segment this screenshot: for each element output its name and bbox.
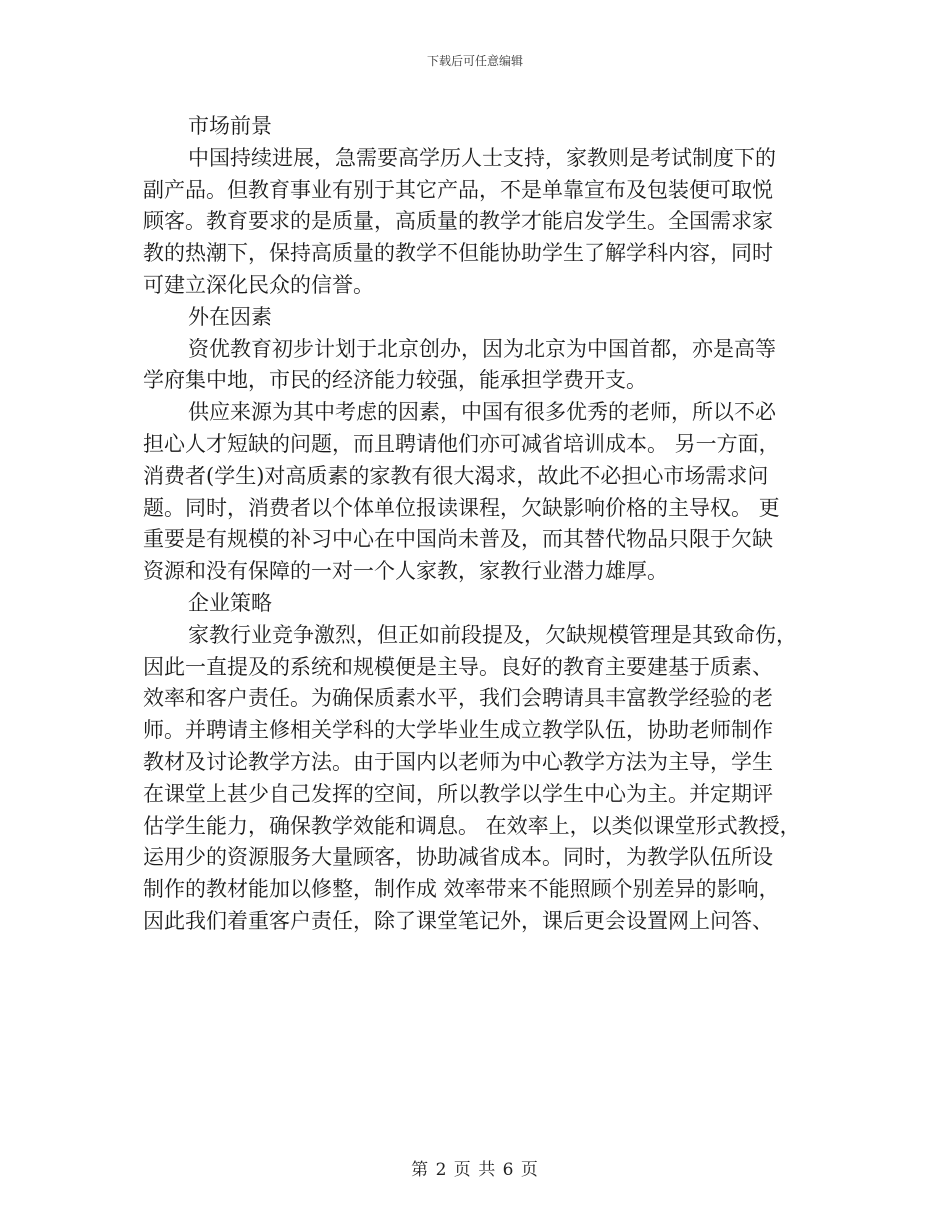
- paragraph-line: 资优教育初步计划于北京创办，因为北京为中国首都，亦是高等: [188, 336, 776, 361]
- paragraph-line: 题。同时，消费者以个体单位报读课程，欠缺影响价格的主导权。 更: [143, 495, 780, 520]
- paragraph-line: 中国持续进展，急需要高学历人士支持，家教则是考试制度下的: [188, 145, 776, 170]
- paragraph-line: 制作的教材能加以修整，制作成 效率带来不能照顾个别差异的影响，: [143, 877, 780, 902]
- paragraph-line: 估学生能力，确保教学效能和调息。 在效率上，以类似课堂形式教授，: [143, 813, 801, 838]
- paragraph-line: 师。并聘请主修相关学科的大学毕业生成立教学队伍，协助老师制作: [143, 718, 773, 743]
- paragraph-line: 教材及讨论教学方法。由于国内以老师为中心教学方法为主导，学生: [143, 749, 773, 774]
- paragraph-line: 运用少的资源服务大量顾客，协助减省成本。同时，为教学队伍所设: [143, 845, 773, 870]
- paragraph-line: 消费者(学生)对高质素的家教有很大渴求，故此不必担心市场需求问: [143, 463, 769, 488]
- page-header: 下载后可任意编辑: [426, 54, 523, 68]
- paragraph-line: 供应来源为其中考虑的因素，中国有很多优秀的老师，所以不必: [188, 400, 776, 425]
- paragraph-line: 资源和没有保障的一对一个人家教，家教行业潜力雄厚。: [143, 559, 668, 584]
- paragraph-line: 教的热潮下，保持高质量的教学不但能协助学生了解学科内容，同时: [143, 241, 773, 266]
- section-heading-external-factors: 外在因素: [188, 304, 272, 329]
- paragraph-line: 重要是有规模的补习中心在中国尚未普及，而其替代物品只限于欠缺: [143, 527, 773, 552]
- paragraph-line: 副产品。但教育事业有别于其它产品，不是单靠宣布及包装便可取悦: [143, 177, 773, 202]
- paragraph-line: 担心人才短缺的问题，而且聘请他们亦可减省培训成本。 另一方面，: [143, 431, 780, 456]
- document-body: [143, 111, 811, 938]
- paragraph-line: 效率和客户责任。为确保质素水平，我们会聘请具丰富教学经验的老: [143, 686, 773, 711]
- paragraph-line: 因此我们着重客户责任，除了课堂笔记外，课后更会设置网上问答、: [143, 908, 773, 933]
- paragraph-line: 因此一直提及的系统和规模便是主导。良好的教育主要建基于质素、: [143, 654, 773, 679]
- page-number-footer: 第 2 页 共 6 页: [411, 1160, 539, 1180]
- section-heading-market-outlook: 市场前景: [188, 114, 272, 138]
- paragraph-line: 家教行业竞争激烈，但正如前段提及，欠缺规模管理是其致命伤，: [188, 622, 797, 647]
- paragraph-line: 可建立深化民众的信誉。: [143, 272, 374, 297]
- paragraph-line: 学府集中地，市民的经济能力较强，能承担学费开支。: [143, 368, 647, 393]
- paragraph-line: 在课堂上甚少自己发挥的空间，所以教学以学生中心为主。并定期评: [143, 781, 773, 806]
- section-heading-business-strategy: 企业策略: [188, 590, 272, 615]
- paragraph-line: 顾客。教育要求的是质量，高质量的教学才能启发学生。全国需求家: [143, 209, 773, 234]
